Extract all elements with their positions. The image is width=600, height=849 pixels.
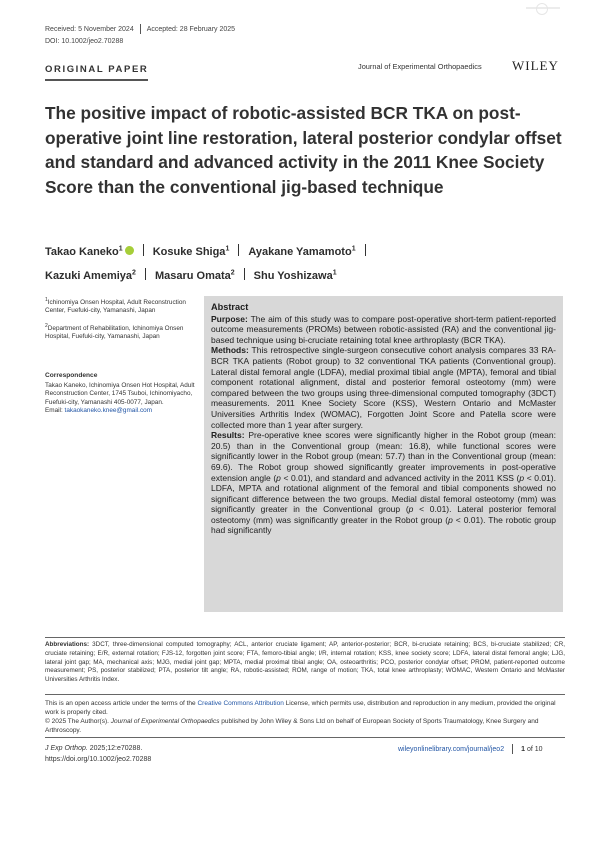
divider bbox=[512, 744, 513, 754]
abstract-purpose: Purpose: The aim of this study was to compare post-operative short-term patient-reported outcome measurements (PROMs) between robotic-assisted (RA) and the conventional jig-based technique using bi-cruciate retaining total knee arthroplasty (BCR TKA). bbox=[211, 313, 557, 345]
license-notice: This is an open access article under the terms of the Creative Commons Attribution License, which permits use, distribution and reproduction in any medium, provided the original work is properly cited. © 2025 The Author(s). Journal of Experimental Orthopaedics published by John Wiley & Sons Ltd on behalf of European Society of Sports Traumatology, Knee Surgery and Arthroscopy. bbox=[45, 700, 556, 734]
author[interactable]: Kazuki Amemiya$^2$ bbox=[45, 269, 136, 283]
orcid-icon[interactable] bbox=[125, 246, 134, 255]
received-accepted-dates bbox=[45, 24, 235, 34]
divider bbox=[45, 637, 565, 638]
divider bbox=[140, 24, 141, 34]
affiliation-item: $^1$Ichinomiya Onsen Hospital, Adult Reconstruction Center, Fuefuki-city, Yamanashi, Japan bbox=[45, 297, 186, 315]
article-section-label: ORIGINAL PAPER bbox=[45, 64, 149, 75]
affiliations bbox=[45, 296, 195, 347]
abstract-heading: Abstract bbox=[211, 302, 249, 312]
section-underline bbox=[45, 79, 148, 81]
creative-commons-link[interactable]: Creative Commons Attribution bbox=[197, 700, 284, 707]
footer-doi-link[interactable]: https://doi.org/10.1002/jeo2.70288 bbox=[45, 755, 152, 763]
journal-name: Journal of Experimental Orthopaedics bbox=[358, 62, 482, 71]
author[interactable]: Takao Kaneko$^1$ bbox=[45, 246, 134, 258]
author[interactable]: Masaru Omata$^2$ bbox=[154, 269, 235, 283]
journal-site-link[interactable]: wileyonlinelibrary.com/journal/jeo2 bbox=[398, 745, 505, 753]
author[interactable]: Kosuke Shiga$^1$ bbox=[152, 245, 230, 258]
divider bbox=[145, 268, 146, 280]
abbreviations: Abbreviations: 3DCT, three-dimensional computed tomography; ACL, anterior cruciate ligament; AP, anterior-posterior; BCR, bi-cruciate retaining; BCS, bi-cruciate stabilized; CR, cruciate retaining; E/R, external rotation; FJS-12, forgotten joint score; FTA, femoro-tibial angle; I/R, internal rotation; KSS, knee society score; LDFA, lateral distal femoral angle; LJG, lateral joint gap; MA, mechanical axis; MJG, medial joint gap; MPTA, medial proximal tibial angle; OA, osteoarthritis; PCO, posterior condylar offset; PROM, patient-reported outcome measurement; PS, posterior stabilized; PTA, posterior tilt angle; RA, robotic-assisted; ROM, range of motion; TKA, total knee arthroplasty; WOMAC, Western Ontario and McMaster Universities Arthritis Index. bbox=[45, 641, 566, 684]
divider bbox=[365, 244, 366, 256]
author[interactable]: Shu Yoshizawa$^1$ bbox=[253, 269, 337, 283]
article-doi[interactable]: DOI: 10.1002/jeo2.70288 bbox=[45, 38, 124, 45]
divider bbox=[238, 244, 239, 256]
divider bbox=[244, 268, 245, 280]
abstract-results: Results: Pre-operative knee scores were significantly higher in the Robot group (mean: 20.5) than in the Conventional group (mean: 16.8), while functional scores were significantly lower in the Robot group (mean: 57.7) than in the Conventional group (mean: 69.6). The Robot group showed significantly greater improvements in post-operative extension angle (p < 0.01), and standard and advanced activity in the 2011 KSS (p < 0.01). LDFA, MPTA and rotational alignment of the femoral and tibial components showed no significant difference between the two groups. Medial distal femoral osteotomy (mm) was significantly greater in the Conventional group (p < 0.01). Lateral posterior femoral osteotomy (mm) was significantly greater in the Robot group (p < 0.01). The robotic group had significantly bbox=[211, 430, 556, 536]
author-list bbox=[45, 238, 565, 287]
abstract-box bbox=[204, 296, 563, 612]
email-label: Email: bbox=[45, 406, 63, 414]
accepted-date: Accepted: 28 February 2025 bbox=[146, 25, 236, 33]
divider bbox=[143, 244, 144, 256]
article-title: The positive impact of robotic-assisted BCR TKA on post-operative joint line restoration, lateral posterior condylar offset and standard and advanced activity in the 2011 Knee Society Score than the conventional jig-based technique bbox=[45, 103, 562, 197]
footer-right bbox=[398, 744, 543, 754]
check-for-updates-icon[interactable] bbox=[522, 2, 564, 16]
correspondence-address: Takao Kaneko, Ichinomiya Onsen Hot Hospital, Adult Reconstruction Center, 1745 Tsuboi, Ichinomiyacho, Fuefuki-city, Yamanashi 405-0077, Japan. bbox=[45, 382, 195, 406]
page-number: 1 of 10 bbox=[521, 745, 543, 753]
author[interactable]: Ayakane Yamamoto$^1$ bbox=[248, 245, 356, 258]
publisher-logo: WILEY bbox=[512, 58, 559, 73]
divider bbox=[45, 694, 565, 695]
correspondence-heading: Correspondence bbox=[45, 372, 98, 379]
email-link[interactable]: takaokaneko.knee@gmail.com bbox=[64, 406, 153, 414]
footer-citation: J Exp Orthop. 2025;12:e70288. https://doi.org/10.1002/jeo2.70288 bbox=[45, 745, 152, 763]
divider bbox=[45, 737, 565, 738]
correspondence-details bbox=[45, 382, 195, 415]
abstract-methods: Methods: This retrospective single-surgeon consecutive cohort analysis compares 33 RA-BCR TKA patients (Robot group) to 32 conventional TKA patients (Conventional group). Lateral distal femoral angle (LDFA), medial proximal tibial angle (MPTA), femoral and tibial component rotational alignment, distal and posterior femoral osteotomy (mm) were compared between the two groups using three-dimensional computed tomography (3DCT) measurements. 2011 Knee Society Score (KSS), Western Ontario and McMaster Universities Arthritis Index (WOMAC), Forgotten Joint Score and Patella score were collected more than 1 year after surgery. bbox=[211, 345, 556, 430]
received-date: Received: 5 November 2024 bbox=[45, 25, 134, 33]
affiliation-item: $^2$Department of Rehabilitation, Ichinomiya Onsen Hospital, Fuefuki-city, Yamanashi, Japan bbox=[45, 322, 184, 341]
